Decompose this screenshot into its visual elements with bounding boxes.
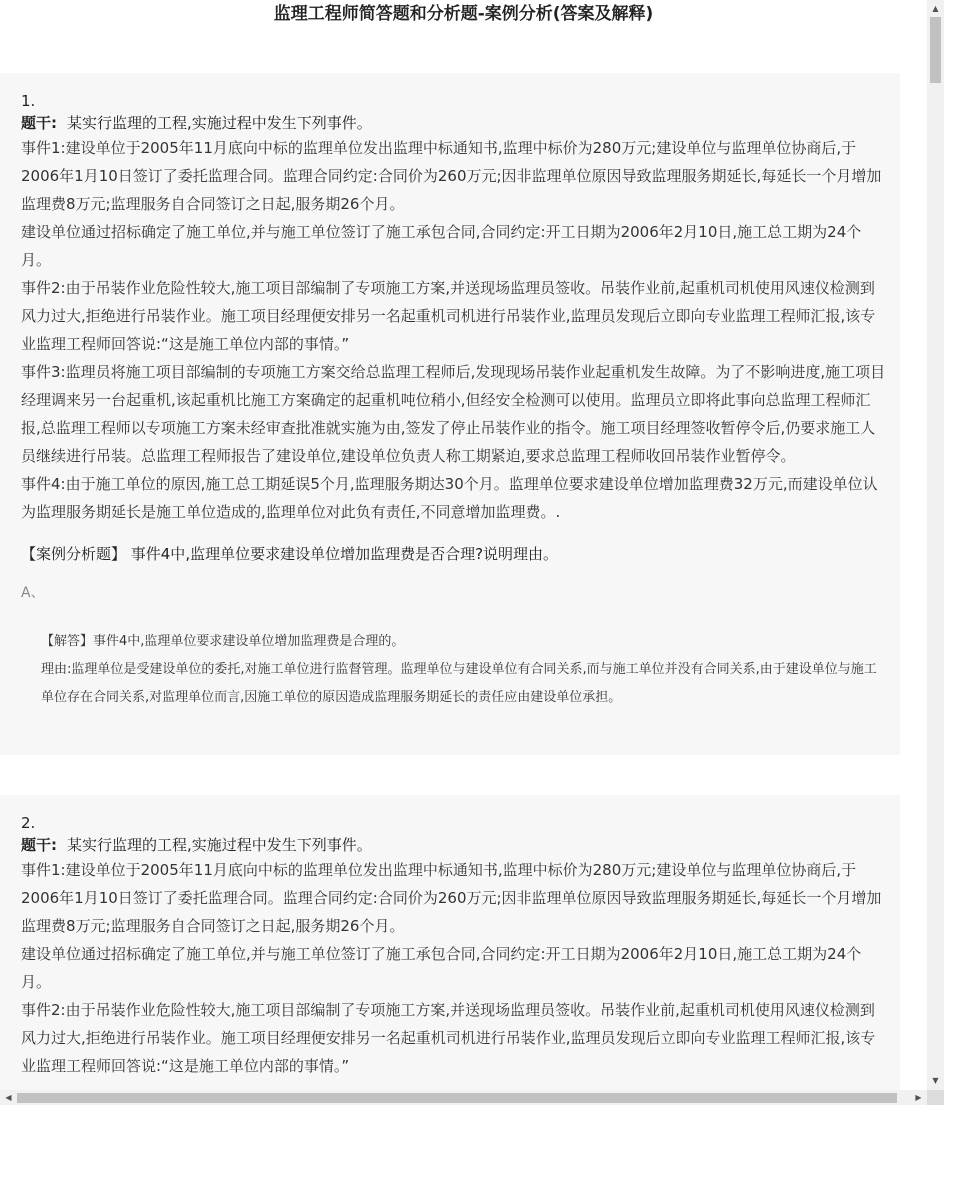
question-stem	[21, 112, 888, 134]
scroll-left-icon[interactable]: ◀	[5, 1093, 12, 1102]
stem-paragraph: 事件2:由于吊装作业危险性较大,施工项目部编制了专项施工方案,并送现场监理员签收。吊装作业前,起重机司机使用风速仪检测到风力过大,拒绝进行吊装作业。施工项目经理便安排另一名起重机司机进行吊装作业,监理员发现后立即向专业监理工程师汇报,该专业监理工程师回答说:“这是施工单位内部的事情。”	[21, 279, 876, 353]
answer-explanation	[41, 628, 888, 712]
stem-paragraph: 建设单位通过招标确定了施工单位,并与施工单位签订了施工承包合同,合同约定:开工日期为2006年2月10日,施工总工期为24个月。	[21, 945, 862, 991]
stem-paragraph: 事件3:监理员将施工项目部编制的专项施工方案交给总监理工程师后,发现现场吊装作业起重机发生故障。为了不影响进度,施工项目经理调来另一台起重机,该起重机比施工方案确定的起重机吨位稍小,但经安全检测可以使用。监理员立即将此事向总监理工程师汇报,总监理工程师以专项施工方案未经审查批准就实施为由,签发了停止吊装作业的指令。施工项目经理签收暂停令后,仍要求施工人员继续进行吊装。总监理工程师报告了建设单位,建设单位负责人称工期紧迫,要求总监理工程师收回吊装作业暂停令。	[21, 363, 886, 465]
stem-paragraph: 建设单位通过招标确定了施工单位,并与施工单位签订了施工承包合同,合同约定:开工日期为2006年2月10日,施工总工期为24个月。	[21, 223, 862, 269]
stem-paragraph: 事件4:由于施工单位的原因,施工总工期延误5个月,监理服务期达30个月。监理单位要求建设单位增加监理费32万元,而建设单位认为监理服务期延长是施工单位造成的,监理单位对此负有责任,不同意增加监理费。.	[21, 475, 878, 521]
question-prompt: 【案例分析题】 事件4中,监理单位要求建设单位增加监理费是否合理?说明理由。	[21, 545, 559, 563]
page-title: 监理工程师简答题和分析题-案例分析(答案及解释)	[273, 4, 654, 24]
answer-line: 【解答】事件4中,监理单位要求建设单位增加监理费是合理的。	[41, 634, 405, 649]
stem-paragraph: 事件1:建设单位于2005年11月底向中标的监理单位发出监理中标通知书,监理中标价为280万元;建设单位与监理单位协商后,于2006年1月10日签订了委托监理合同。监理合同约定:合同价为260万元;因非监理单位原因导致监理服务期延长,每延长一个月增加监理费8万元;监理服务自合同签订之日起,服务期26个月。	[21, 861, 882, 935]
vertical-scroll-thumb[interactable]	[930, 17, 941, 83]
scroll-right-icon[interactable]: ▶	[915, 1093, 922, 1102]
question-card	[0, 73, 900, 755]
vertical-scrollbar[interactable]	[927, 0, 944, 1090]
horizontal-scrollbar[interactable]	[0, 1090, 927, 1105]
scroll-up-icon[interactable]: ▲	[932, 4, 939, 13]
stem-label: 题干:	[21, 836, 57, 854]
horizontal-scroll-thumb[interactable]	[17, 1093, 897, 1103]
answer-line: 理由:监理单位是受建设单位的委托,对施工单位进行监督管理。监理单位与建设单位有合同关系,而与施工单位并没有合同关系,由于建设单位与施工单位存在合同关系,对监理单位而言,因施工单位的原因造成监理服务期延长的责任应由建设单位承担。	[41, 662, 877, 705]
stem-paragraph: 事件1:建设单位于2005年11月底向中标的监理单位发出监理中标通知书,监理中标价为280万元;建设单位与监理单位协商后,于2006年1月10日签订了委托监理合同。监理合同约定:合同价为260万元;因非监理单位原因导致监理服务期延长,每延长一个月增加监理费8万元;监理服务自合同签订之日起,服务期26个月。	[21, 139, 882, 213]
scrollbar-corner	[927, 1090, 944, 1105]
stem-paragraph: 事件2:由于吊装作业危险性较大,施工项目部编制了专项施工方案,并送现场监理员签收。吊装作业前,起重机司机使用风速仪检测到风力过大,拒绝进行吊装作业。施工项目经理便安排另一名起重机司机进行吊装作业,监理员发现后立即向专业监理工程师汇报,该专业监理工程师回答说:“这是施工单位内部的事情。”	[21, 1001, 876, 1075]
stem-text: 某实行监理的工程,实施过程中发生下列事件。	[67, 114, 372, 132]
answer-option[interactable]: A、	[21, 585, 45, 601]
scroll-down-icon[interactable]: ▼	[932, 1076, 939, 1085]
question-number: 1.	[21, 92, 36, 110]
question-card	[0, 795, 900, 1090]
stem-label: 题干:	[21, 114, 57, 132]
question-number: 2.	[21, 814, 36, 832]
stem-text: 某实行监理的工程,实施过程中发生下列事件。	[67, 836, 372, 854]
question-stem	[21, 834, 888, 856]
